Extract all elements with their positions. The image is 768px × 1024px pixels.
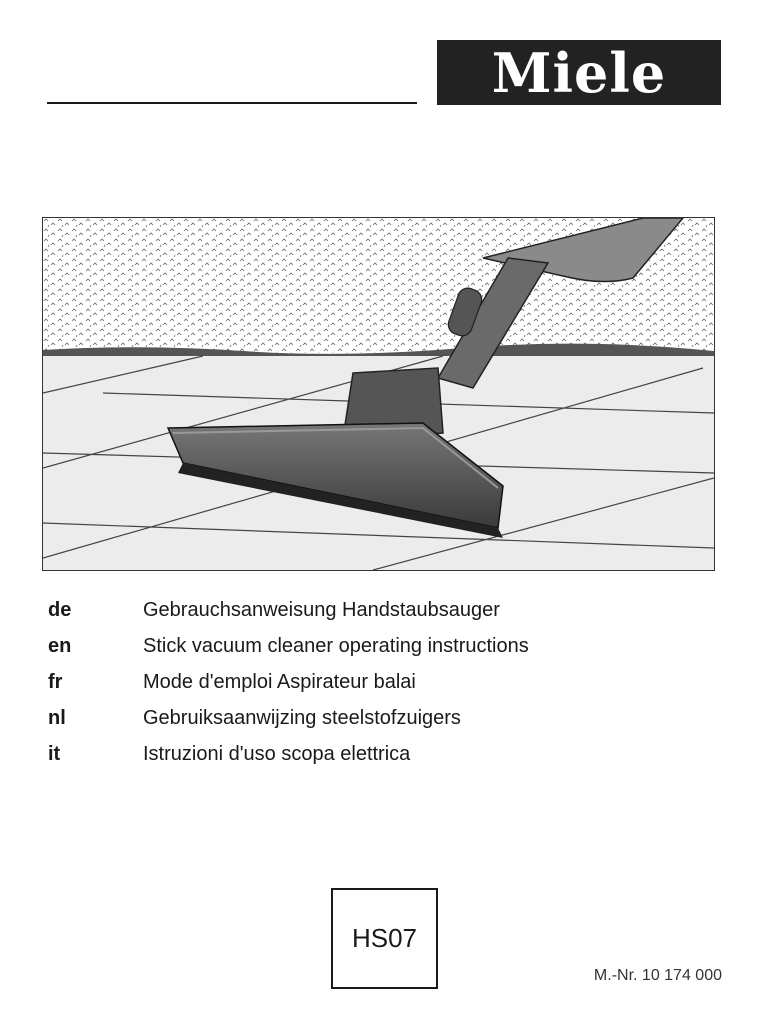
language-row-de xyxy=(48,592,728,628)
language-row-nl xyxy=(48,700,728,736)
language-code: it xyxy=(48,742,61,765)
language-row-it xyxy=(48,736,728,772)
material-number: M.-Nr. 10 174 000 xyxy=(593,967,722,984)
language-row-fr xyxy=(48,664,728,700)
model-name: HS07 xyxy=(351,923,418,953)
language-title: Mode d'emploi Aspirateur balai xyxy=(143,670,416,693)
language-code: de xyxy=(48,598,72,621)
language-title: Gebruiksaanwijzing steelstofzuigers xyxy=(143,706,461,729)
language-code: en xyxy=(48,634,72,657)
model-box xyxy=(331,888,438,989)
language-code: nl xyxy=(48,706,66,729)
miele-logo xyxy=(437,40,721,105)
language-title: Stick vacuum cleaner operating instructions xyxy=(143,634,529,657)
language-title: Istruzioni d'uso scopa elettrica xyxy=(143,742,411,765)
language-title: Gebrauchsanweisung Handstaubsauger xyxy=(143,598,500,621)
language-code: fr xyxy=(48,670,63,693)
language-row-en xyxy=(48,628,728,664)
cover-illustration xyxy=(42,217,715,571)
logo-text: Miele xyxy=(491,40,667,105)
header-rule xyxy=(47,102,417,104)
language-list xyxy=(48,592,728,772)
